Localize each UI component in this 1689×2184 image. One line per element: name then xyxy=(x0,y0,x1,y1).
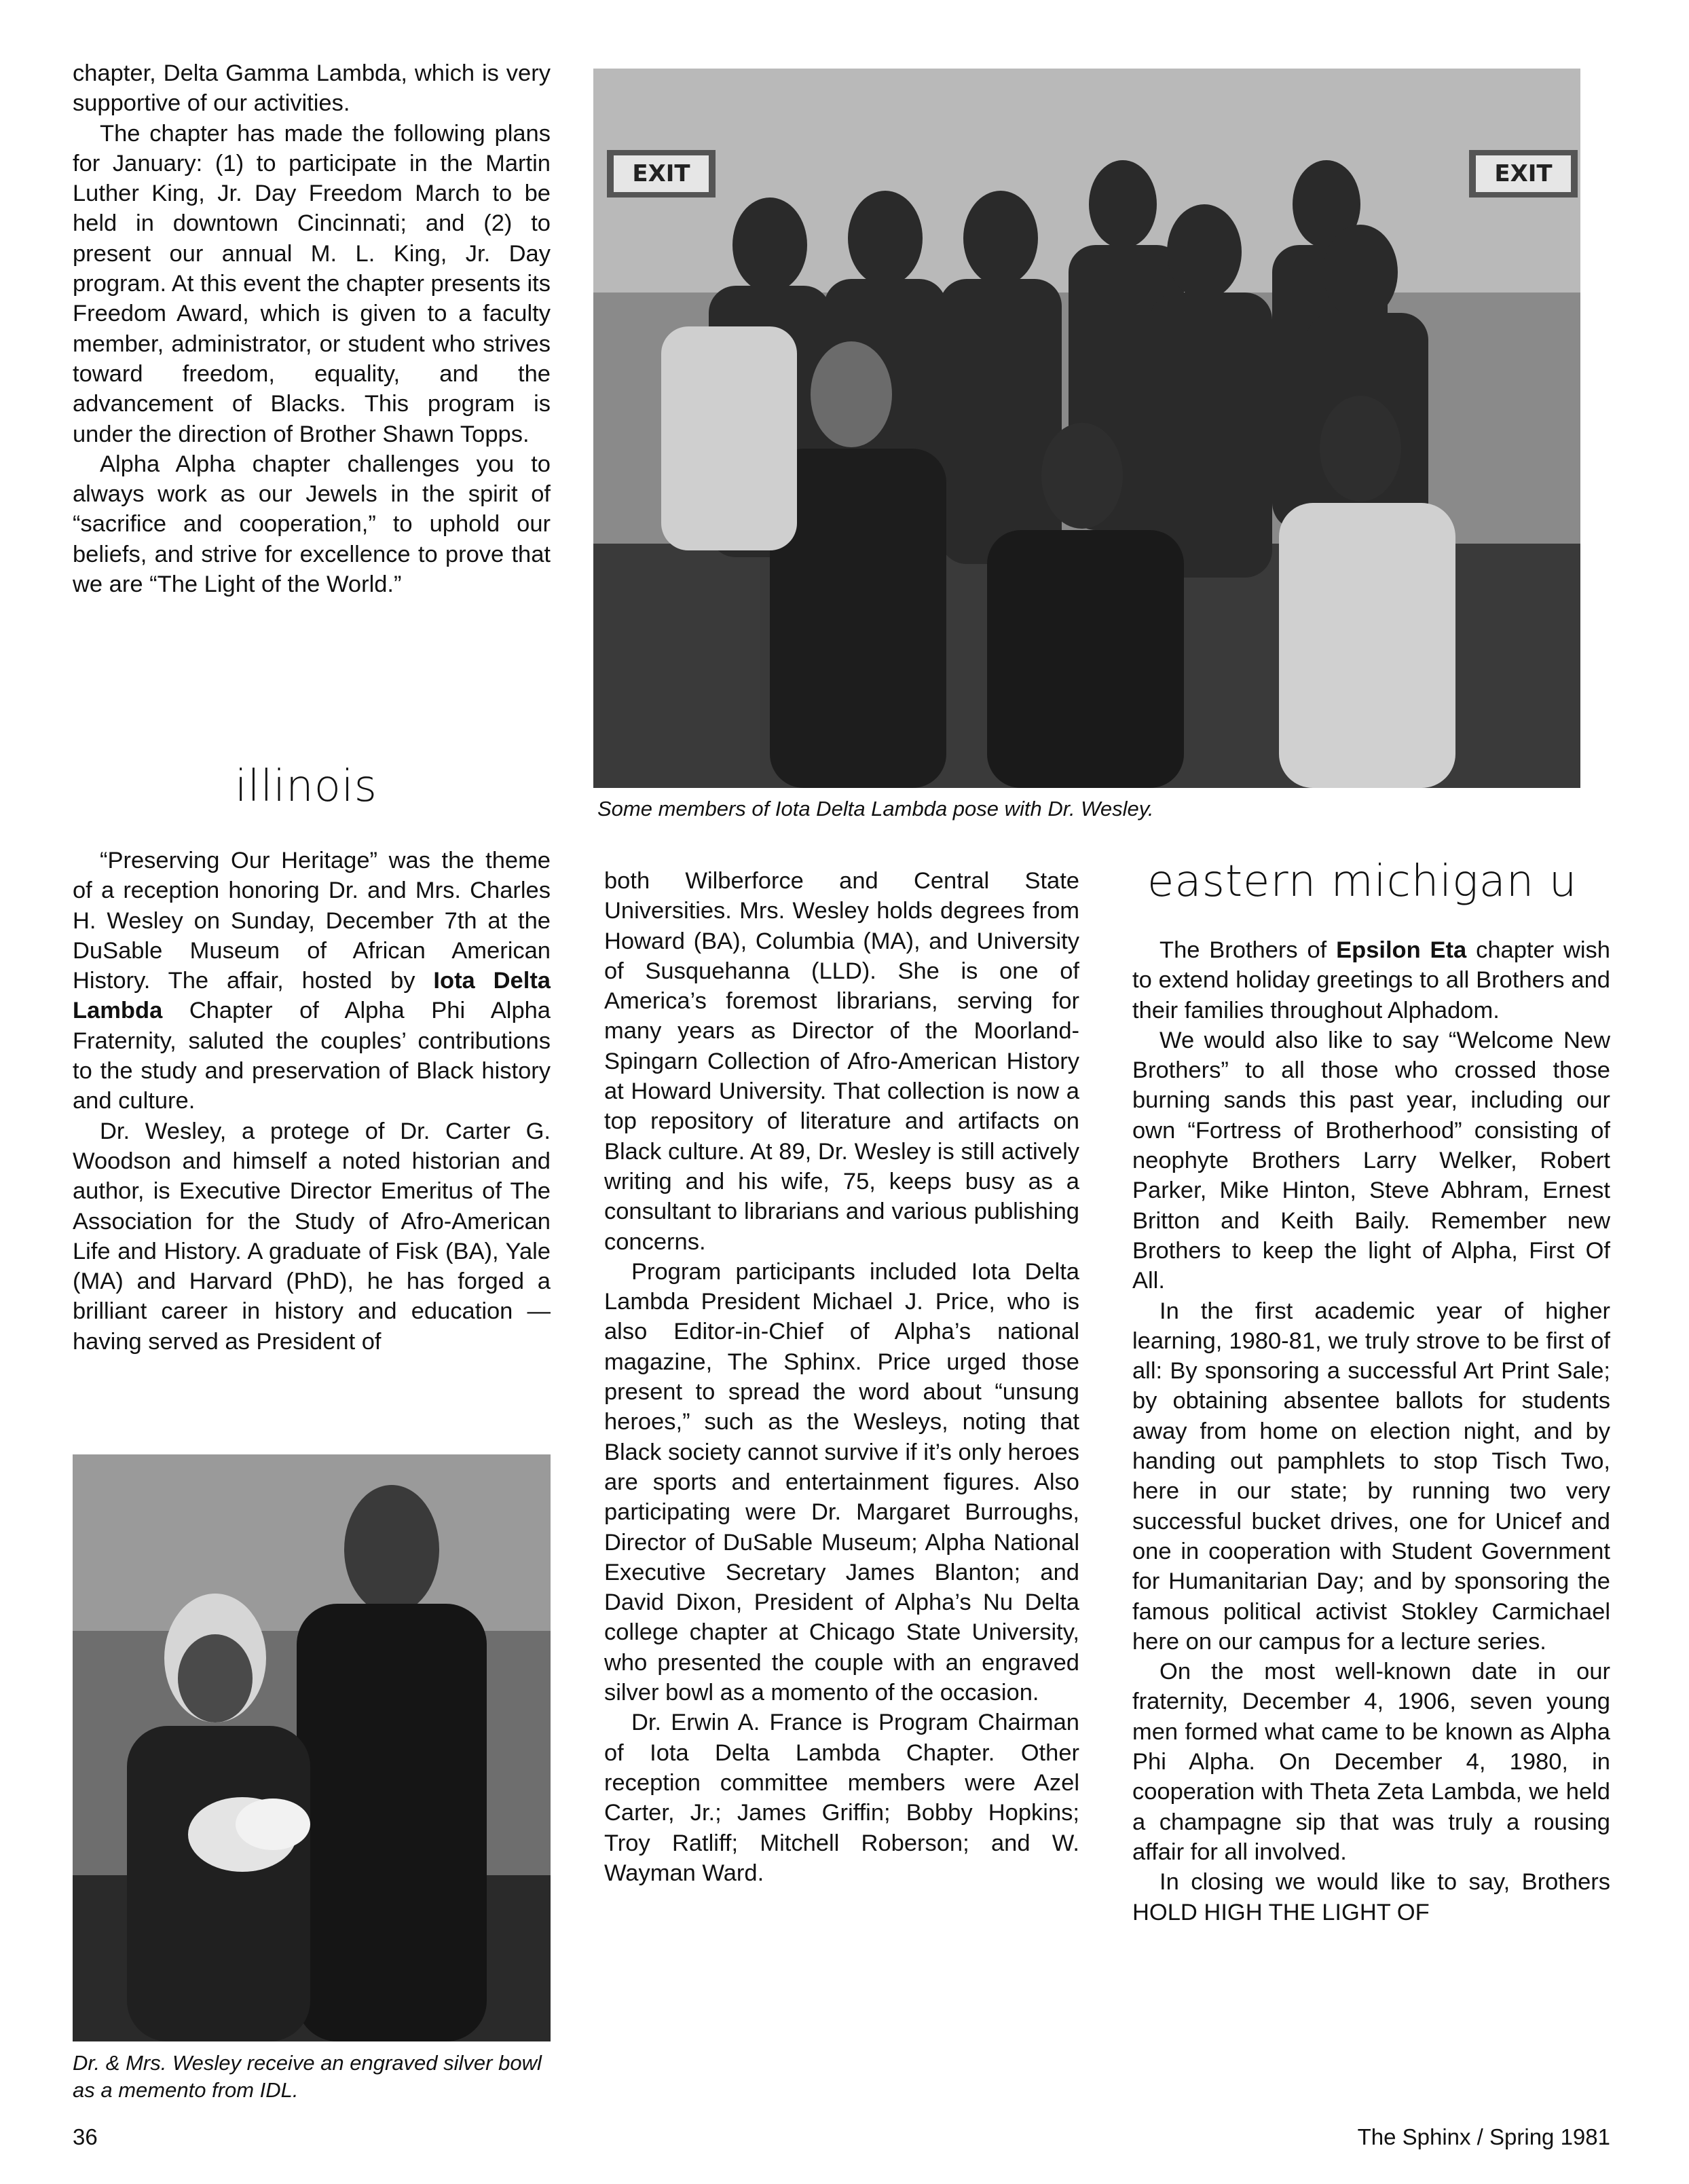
illinois-column xyxy=(73,846,551,1357)
group-photo xyxy=(593,69,1580,788)
middle-column xyxy=(604,866,1079,1888)
paragraph: both Wilberforce and Central State Universities. Mrs. Wesley holds degrees from Howard (BA), Columbia (MA), and University of Susquehanna (LLD). She is one of America’s foremost librarians, serving for many years as Director of the Moorland-Spingarn Collection of Afro-American History at Howard University. That collection is now a top repository of literature and artifacts on Black culture. At 89, Dr. Wesley is still actively writing and his wife, 75, keeps busy as a consultant to librarians and various publishing concerns. xyxy=(604,868,1079,1255)
section-heading-illinois: illinois xyxy=(235,761,377,812)
wesley-photo xyxy=(73,1454,551,2041)
paragraph: The chapter has made the following plans for January: (1) to participate in the Martin Luther King, Jr. Day Freedom March to be held in downtown Cincinnati; and (2) to present our annual M. L. King, Jr. Day program. At this event the chapter presents its Freedom Award, which is given to a faculty member, administrator, or student who strives toward freedom, equality, and the advancement of Blacks. This program is under the direction of Brother Shawn Topps. xyxy=(73,120,551,447)
paragraph: “Preserving Our Heritage” was the theme of a reception honoring Dr. and Mrs. Charles H. Wesley on Sunday, December 7th at the DuSable Museum of African American History. The affair, hosted by Iota Delta Lambda Chapter of Alpha Phi Alpha Fraternity, saluted the couples’ contributions to the study and preservation of Black history and culture. xyxy=(73,848,551,1114)
publication-footer: The Sphinx / Spring 1981 xyxy=(1357,2124,1610,2149)
paragraph: Alpha Alpha chapter challenges you to always work as our Jewels in the spirit of “sacrifice and cooperation,” to uphold our beliefs, and strive for excellence to prove that we are “The Light of the World.” xyxy=(73,451,551,598)
paragraph: chapter, Delta Gamma Lambda, which is very supportive of our activities. xyxy=(73,60,551,117)
paragraph: Dr. Wesley, a protege of Dr. Carter G. Woodson and himself a noted historian and author, is Executive Director Emeritus of The Association for the Study of Afro-American Life and History. A graduate of Fisk (BA), Yale (MA) and Harvard (PhD), he has forged a brilliant career in history and education — having served as President of xyxy=(73,1118,551,1355)
page-number: 36 xyxy=(73,2124,98,2149)
paragraph: Dr. Erwin A. France is Program Chairman of Iota Delta Lambda Chapter. Other reception committee members were Azel Carter, Jr.; James Griffin; Bobby Hopkins; Troy Ratliff; Mitchell Roberson; and W. Wayman Ward. xyxy=(604,1710,1079,1886)
paragraph: In closing we would like to say, Brothers HOLD HIGH THE LIGHT OF xyxy=(1132,1869,1610,1925)
section-heading-eastern-michigan: eastern michigan u xyxy=(1147,856,1578,907)
top-left-column xyxy=(73,58,551,599)
eastern-michigan-column xyxy=(1132,935,1610,1927)
wesley-photo-caption: Dr. & Mrs. Wesley receive an engraved silver bowl as a memento from IDL. xyxy=(73,2051,542,2102)
paragraph: The Brothers of Epsilon Eta chapter wish to extend holiday greetings to all Brothers and their families throughout Alphadom. xyxy=(1132,937,1610,1023)
paragraph: On the most well-known date in our fraternity, December 4, 1906, seven young men formed what came to be known as Alpha Phi Alpha. On December 4, 1980, in cooperation with Theta Zeta Lambda, we held a champagne sip that was truly a rousing affair for all involved. xyxy=(1132,1659,1610,1865)
group-photo-illustration xyxy=(593,69,1580,788)
wesley-photo-illustration xyxy=(73,1454,551,2041)
paragraph: In the first academic year of higher learning, 1980-81, we truly strove to be first of all: By sponsoring a successful Art Print Sale; by obtaining absentee ballots for students away from home on election night, and by handing out pamphlets to stop Tisch Two, here in our state; by running two very successful bucket drives, one for Unicef and one in cooperation with Student Government for Humanitarian Day; and by sponsoring the famous political activist Stokley Carmichael here on our campus for a lecture series. xyxy=(1132,1298,1610,1655)
paragraph: We would also like to say “Welcome New Brothers” to all those who crossed those burning sands this past year, including our own “Fortress of Brotherhood” consisting of neophyte Brothers Larry Welker, Robert Parker, Mike Hinton, Steve Abhram, Ernest Britton and Keith Baily. Remember new Brothers to keep the light of Alpha, First Of All. xyxy=(1132,1027,1610,1294)
exit-sign-right: EXIT xyxy=(1494,160,1553,187)
paragraph: Program participants included Iota Delta Lambda President Michael J. Price, who is also Editor-in-Chief of Alpha’s national magazine, The Sphinx. Price urged those present to spread the word about “unsung heroes,” such as the Wesleys, noting that Black society cannot survive if it’s only heroes are sports and entertainment figures. Also participating were Dr. Margaret Burroughs, Director of DuSable Museum; Alpha National Executive Secretary James Blanton; and David Dixon, President of Alpha’s Nu Delta college chapter at Chicago State University, who presented the couple with an engraved silver bowl as a momento of the occasion. xyxy=(604,1258,1079,1706)
exit-sign-left: EXIT xyxy=(632,160,690,187)
group-photo-caption: Some members of Iota Delta Lambda pose with Dr. Wesley. xyxy=(597,797,1154,821)
